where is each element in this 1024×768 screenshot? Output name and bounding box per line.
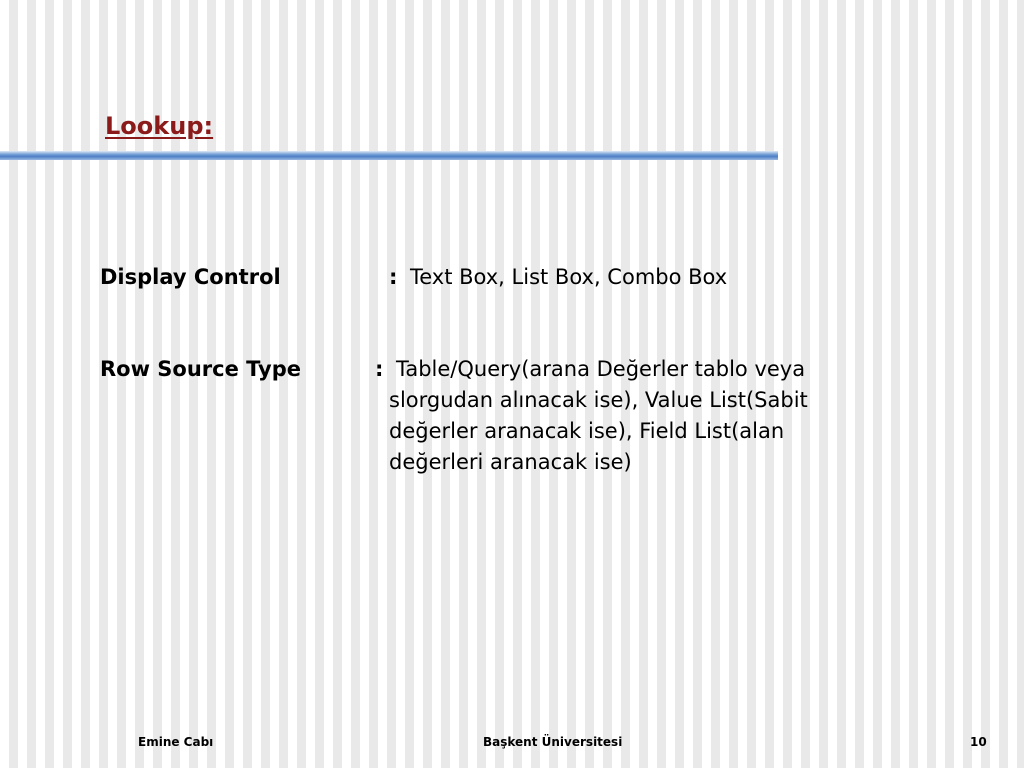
display-control-value: Text Box, List Box, Combo Box (410, 265, 728, 289)
slide-title: Lookup: (105, 112, 214, 140)
footer-page-number: 10 (970, 735, 987, 749)
display-control-label: Display Control (100, 265, 281, 289)
footer-author: Emine Cabı (138, 735, 214, 749)
row-source-type-value-line-4: değerleri aranacak ise) (389, 450, 632, 474)
row-source-type-value-line-3: değerler aranacak ise), Field List(alan (389, 419, 785, 443)
display-control-colon: : (389, 265, 398, 289)
row-source-type-value-line-2: slorgudan alınacak ise), Value List(Sabit (389, 388, 808, 412)
row-source-type-colon: : (375, 357, 384, 381)
footer-institution: Başkent Üniversitesi (483, 735, 623, 749)
title-divider (0, 151, 778, 160)
row-source-type-label: Row Source Type (100, 357, 301, 381)
row-source-type-value-line-1: Table/Query(arana Değerler tablo veya (396, 357, 806, 381)
